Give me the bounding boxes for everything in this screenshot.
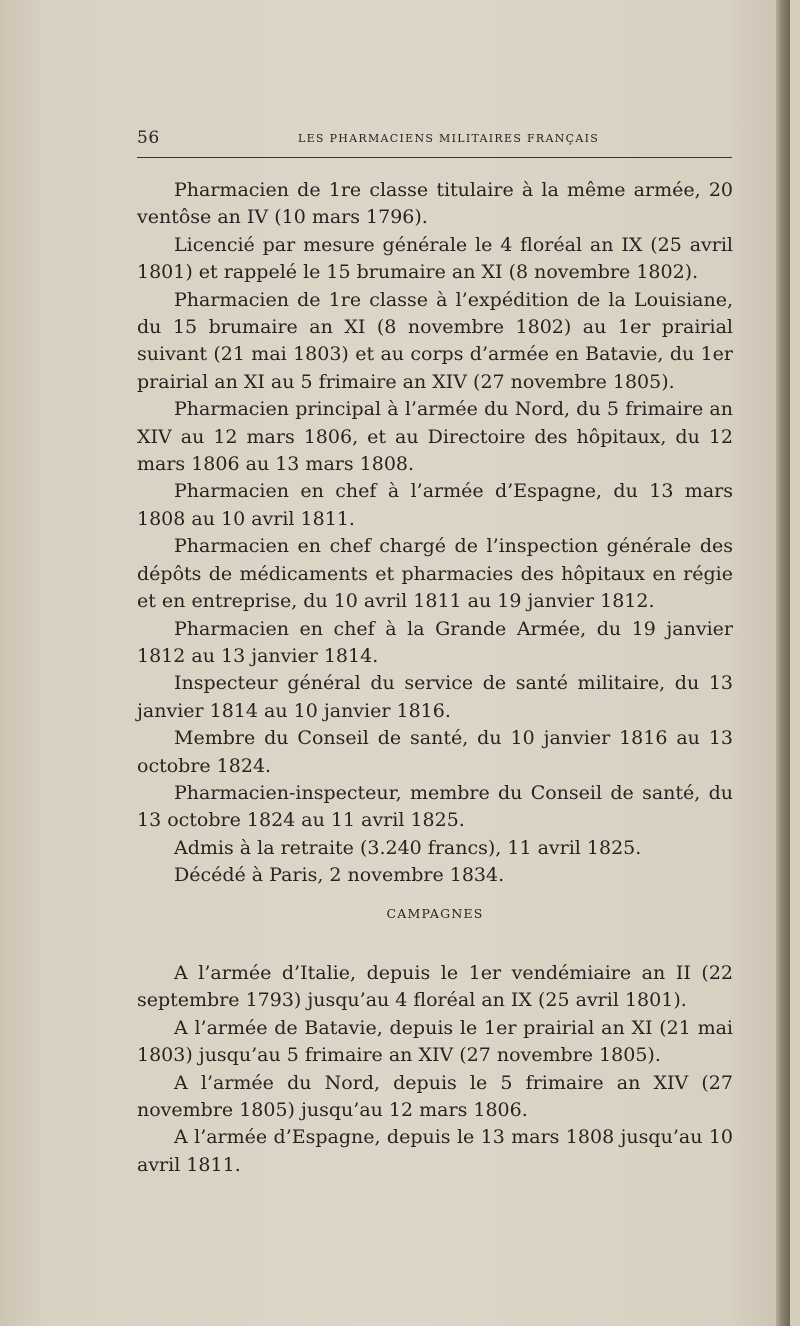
career-entry: Pharmacien en chef chargé de l’inspection générale des dépôts de médicaments et pharmacies des hôpitaux en régie et en entreprise, du 10 avril 1811 au 19 janvier 1812.	[137, 535, 733, 613]
career-entry: Décédé à Paris, 2 novembre 1834.	[174, 864, 505, 887]
header-rule	[137, 157, 732, 158]
career-entry: Pharmacien principal à l’armée du Nord, du 5 frimaire an XIV au 12 mars 1806, et au Directoire des hôpitaux, du 12 mars 1806 au 13 mars 1808.	[137, 398, 733, 476]
career-entry: Pharmacien en chef à la Grande Armée, du 19 janvier 1812 au 13 janvier 1814.	[137, 617, 733, 667]
career-entry: Admis à la retraite (3.240 francs), 11 avril 1825.	[174, 836, 642, 859]
career-entry: Inspecteur général du service de santé militaire, du 13 janvier 1814 au 10 janvier 1816.	[137, 672, 733, 722]
career-entry: Pharmacien-inspecteur, membre du Conseil de santé, du 13 octobre 1824 au 11 avril 1825.	[137, 781, 733, 832]
campaign-entry: A l’armée de Batavie, depuis le 1er prairial an XI (21 mai 1803) jusqu’au 5 frimaire an XIV (27 novembre 1805).	[137, 1016, 733, 1067]
career-record	[137, 177, 733, 890]
campaign-entry: A l’armée du Nord, depuis le 5 frimaire an XIV (27 novembre 1805) jusqu’au 12 mars 1806.	[137, 1071, 733, 1122]
campaign-entry: A l’armée d’Italie, depuis le 1er vendémiaire an II (22 septembre 1793) jusqu’au 4 floréal an IX (25 avril 1801).	[137, 962, 733, 1012]
career-entry: Pharmacien de 1re classe titulaire à la même armée, 20 ventôse an IV (10 mars 1796).	[137, 179, 733, 229]
page-edge-shadow	[776, 0, 790, 1326]
page-header	[137, 128, 732, 152]
career-entry: Pharmacien de 1re classe à l’expédition de la Louisiane, du 15 brumaire an XI (8 novembre 1802) au 1er prairial suivant (21 mai 1803) et au corps d’armée en Batavie, du 1er prairial an XI au 5 frimaire an XIV (27 novembre 1805).	[137, 288, 733, 393]
page-number: 56	[137, 128, 160, 148]
campaigns-heading: CAMPAGNES	[386, 906, 484, 921]
career-entry: Pharmacien en chef à l’armée d’Espagne, du 13 mars 1808 au 10 avril 1811.	[137, 480, 733, 530]
career-entry: Licencié par mesure générale le 4 floréal an IX (25 avril 1801) et rappelé le 15 brumaire an XI (8 novembre 1802).	[137, 233, 733, 284]
running-head: LES PHARMACIENS MILITAIRES FRANÇAIS	[298, 132, 600, 145]
campaigns-list	[137, 960, 733, 1179]
campaign-entry: A l’armée d’Espagne, depuis le 13 mars 1808 jusqu’au 10 avril 1811.	[137, 1126, 733, 1176]
career-entry: Membre du Conseil de santé, du 10 janvier 1816 au 13 octobre 1824.	[137, 727, 733, 777]
